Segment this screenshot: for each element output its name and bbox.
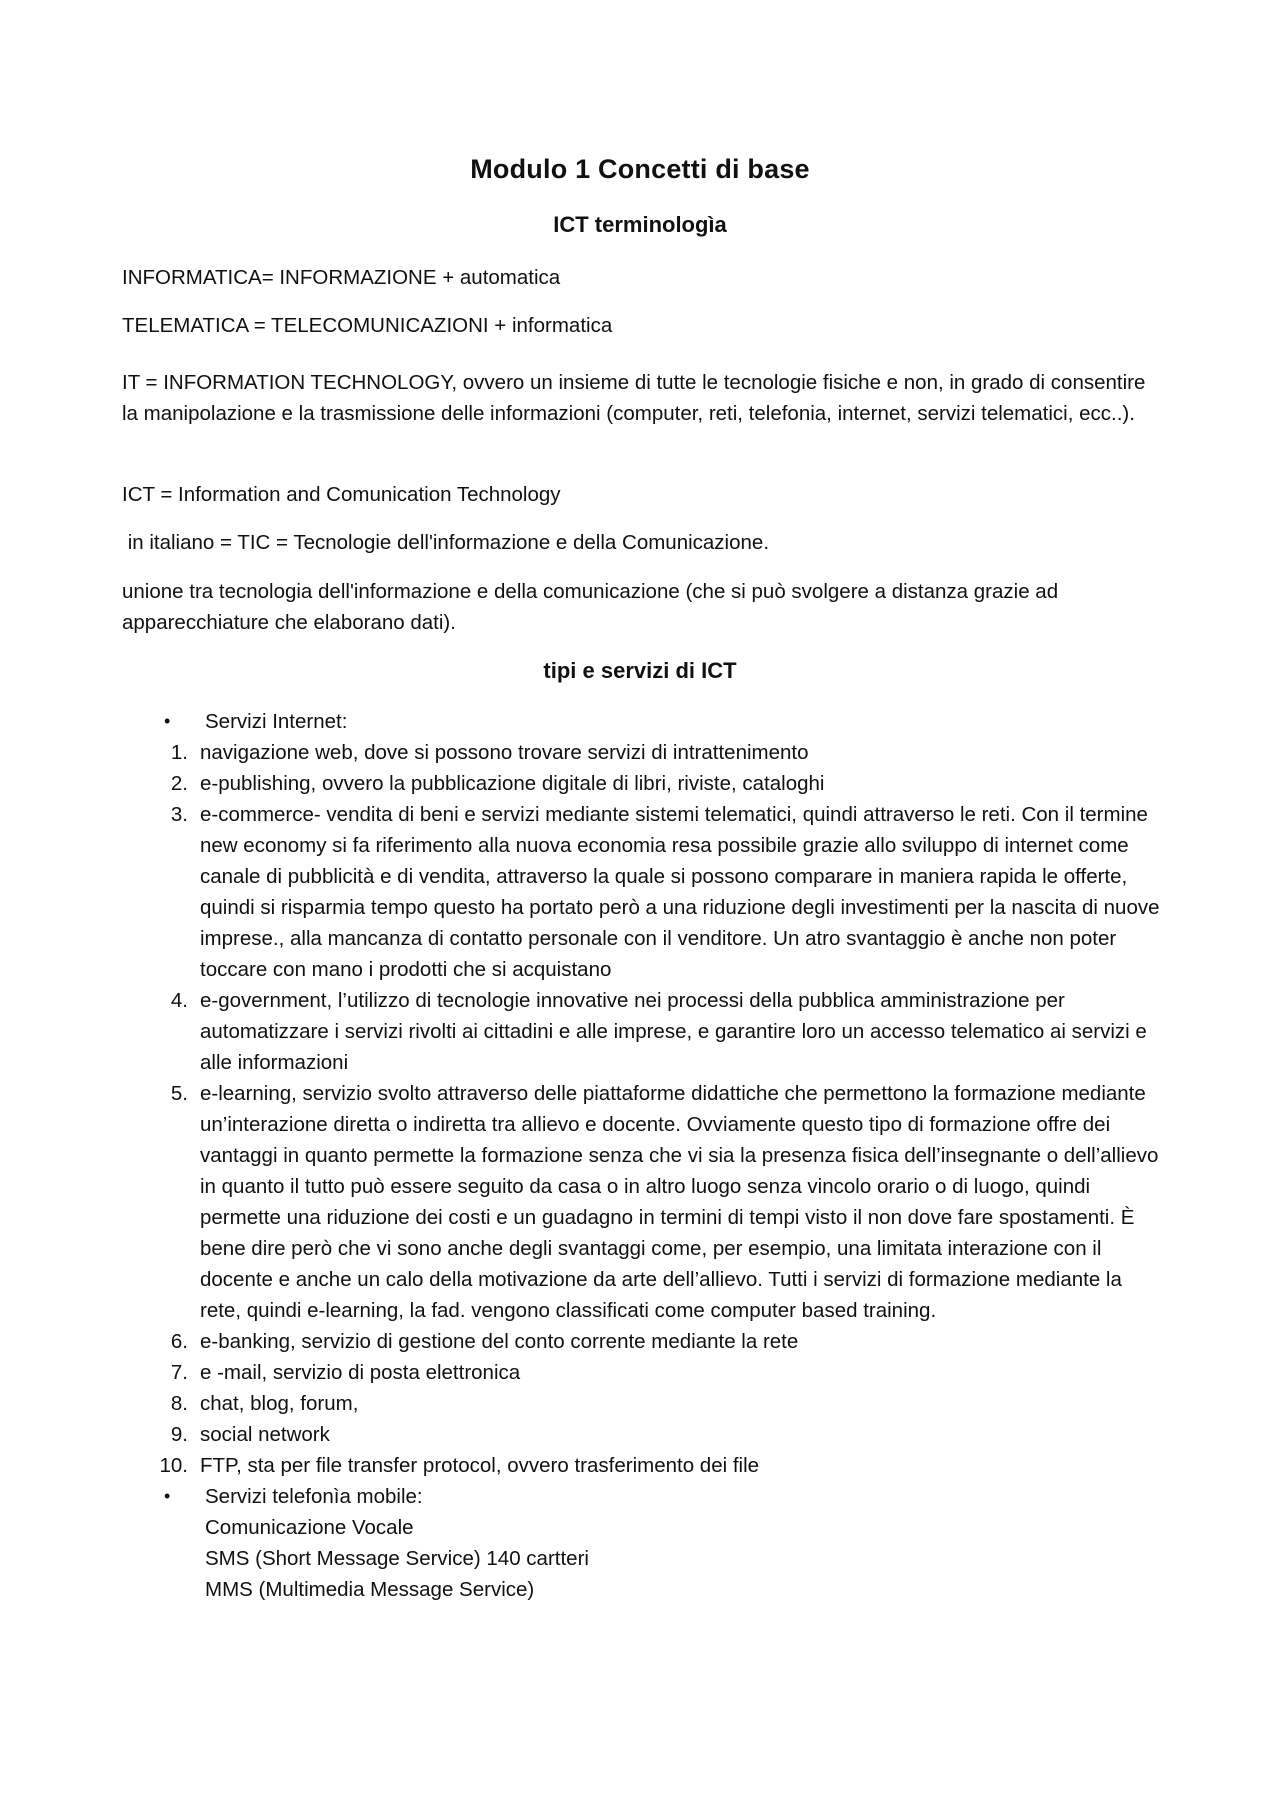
list-item-text: e-commerce- vendita di beni e servizi mediante sistemi telematici, quindi attraverso le reti. Con il termine new economy si fa riferimento alla nuova economia resa possibile grazie allo sviluppo di internet come canale di pubblicità e di vendita, attraverso la quale si possono comparare in maniera rapida le offerte, quindi si risparmia tempo questo ha portato però a una riduzione degli investimenti per la nascita di nuove imprese., alla mancanza di contatto personale con il venditore. Un atro svantaggio è anche non poter toccare con mano i prodotti che si acquistano — [200, 803, 1160, 981]
list-item-text: e-publishing, ovvero la pubblicazione digitale di libri, riviste, cataloghi — [200, 772, 825, 795]
list-item-text: e -mail, servizio di posta elettronica — [200, 1361, 521, 1384]
list-item — [122, 1388, 1162, 1419]
paragraph-tic-italian: in italiano = TIC = Tecnologie dell'informazione e della Comunicazione. — [122, 531, 770, 554]
list-item — [122, 985, 1162, 1078]
bullet-item-mobile — [122, 1481, 1162, 1512]
mobile-service-line: MMS (Multimedia Message Service) — [205, 1578, 535, 1601]
paragraph-telematica: TELEMATICA = TELECOMUNICAZIONI + informatica — [122, 314, 613, 337]
bullet-label: Servizi telefonìa mobile: — [205, 1485, 423, 1508]
paragraph-informatica: INFORMATICA= INFORMAZIONE + automatica — [122, 266, 561, 289]
paragraph-ict-definition: ICT = Information and Comunication Technology — [122, 483, 561, 506]
document-title: Modulo 1 Concetti di base — [470, 154, 810, 184]
list-number: 7. — [170, 1361, 188, 1384]
list-item — [122, 1419, 1162, 1450]
list-number: 2. — [170, 772, 188, 795]
list-item — [122, 1357, 1162, 1388]
list-number: 3. — [170, 803, 188, 826]
list-number: 4. — [170, 989, 188, 1012]
list-item — [122, 768, 1162, 799]
list-item-text: e-banking, servizio di gestione del conto corrente mediante la rete — [200, 1330, 799, 1353]
list-item-text: FTP, sta per file transfer protocol, ovvero trasferimento dei file — [200, 1454, 760, 1477]
list-item — [122, 1078, 1162, 1326]
list-item-text: navigazione web, dove si possono trovare servizi di intrattenimento — [200, 741, 809, 764]
list-number: 5. — [170, 1082, 188, 1105]
list-item — [122, 799, 1162, 985]
mobile-service-line: SMS (Short Message Service) 140 cartteri — [205, 1547, 589, 1570]
section-title-ict-services: tipi e servizi di ICT — [543, 658, 737, 683]
section-title-terminology: ICT terminologìa — [553, 212, 727, 237]
paragraph-it-definition: IT = INFORMATION TECHNOLOGY, ovvero un insieme di tutte le tecnologie fisiche e non, in grado di consentire la manipolazione e la trasmissione delle informazioni (computer, reti, telefonia, internet, servizi telematici, ecc..). — [122, 371, 1146, 425]
list-item — [122, 737, 1162, 768]
bullet-marker: • — [164, 1486, 171, 1506]
bullet-item-internet — [122, 706, 1162, 737]
list-item-text: chat, blog, forum, — [200, 1392, 359, 1415]
list-item-text: e-government, l’utilizzo di tecnologie innovative nei processi della pubblica amministrazione per automatizzare i servizi rivolti ai cittadini e alle imprese, e garantire loro un accesso telematico ai servizi e alle informazioni — [200, 989, 1147, 1074]
list-number: 1. — [170, 741, 188, 764]
services-list — [122, 706, 1162, 1605]
bullet-label: Servizi Internet: — [205, 710, 348, 733]
list-item — [122, 1450, 1162, 1481]
list-number: 9. — [170, 1423, 188, 1446]
list-number: 10. — [159, 1454, 188, 1477]
list-number: 8. — [170, 1392, 188, 1415]
mobile-service-line: Comunicazione Vocale — [205, 1516, 414, 1539]
list-number: 6. — [170, 1330, 188, 1353]
list-item-text: e-learning, servizio svolto attraverso delle piattaforme didattiche che permettono la formazione mediante un’interazione diretta o indiretta tra allievo e docente. Ovviamente questo tipo di formazione offre dei vantaggi in quanto permette la formazione senza che vi sia la presenza fisica dell’insegnante o dell’allievo in quanto il tutto può essere seguito da casa o in altro luogo senza vincolo orario o di luogo, quindi permette una riduzione dei costi e un guadagno in termini di tempi visto il non dove fare spostamenti. È bene dire però che vi sono anche degli svantaggi come, per esempio, una limitata interazione con il docente e anche un calo della motivazione da arte dell’allievo. Tutti i servizi di formazione mediante la rete, quindi e-learning, la fad. vengono classificati come computer based training. — [200, 1082, 1159, 1322]
list-item — [122, 1326, 1162, 1357]
paragraph-ict-union: unione tra tecnologia dell'informazione e della comunicazione (che si può svolgere a distanza grazie ad apparecchiature che elaborano dati). — [122, 580, 1059, 634]
bullet-marker: • — [164, 711, 171, 731]
list-item-text: social network — [200, 1423, 330, 1446]
